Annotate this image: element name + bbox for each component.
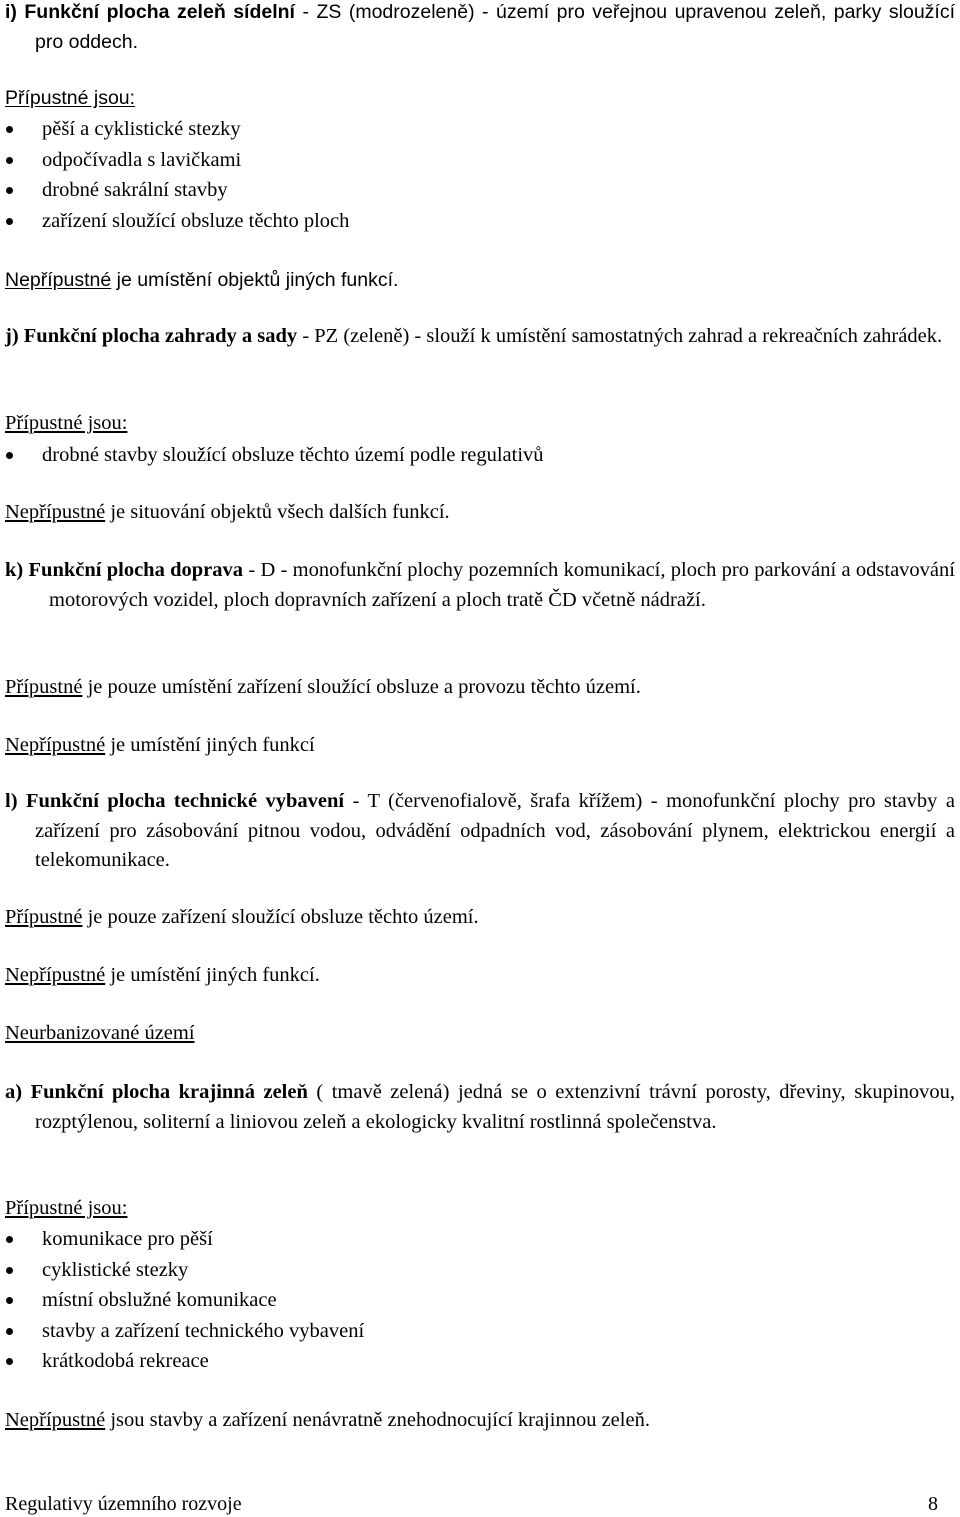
list-item: cyklistické stezky <box>5 1255 955 1286</box>
section-l-label: l) Funkční plocha technické vybavení <box>5 790 345 812</box>
section-j-forbidden-label: Nepřípustné <box>5 501 106 523</box>
section-j-forbidden <box>5 498 955 528</box>
section-j-label: j) Funkční plocha zahrady a sady <box>5 325 298 347</box>
section-a-label: a) Funkční plocha krajinná zeleň <box>5 1081 308 1103</box>
page-number: 8 <box>928 1493 938 1515</box>
list-item: místní obslužné komunikace <box>5 1285 955 1316</box>
section-k-allowed <box>5 673 955 703</box>
section-j-text: - PZ (zeleně) - slouží k umístění samostatných zahrad a rekreačních zahrádek. <box>297 325 943 347</box>
list-item: odpočívadla s lavičkami <box>5 145 955 176</box>
section-k-forbidden-text: je umístění jiných funkcí <box>105 734 315 756</box>
section-l-allowed <box>5 903 955 933</box>
section-a-allowed-list <box>5 1224 955 1377</box>
section-a-forbidden-label: Nepřípustné <box>5 1409 106 1431</box>
section-l-allowed-label: Přípustné <box>5 906 83 928</box>
section-l-text: - T (červenofialově, šrafa křížem) - monofunkční plochy pro stavby a zařízení pro zásobování pitnou vodou, odvádění odpadních vod, zásobování plynem, elektrickou energií a telekomunikace. <box>35 790 955 871</box>
section-i-heading <box>5 0 955 57</box>
section-l-allowed-text: je pouze zařízení sloužící obsluze těchto území. <box>82 906 479 928</box>
section-a-text: ( tmavě zelená) jedná se o extenzivní trávní porosty, dřeviny, skupinovou, rozptýlenou, soliterní a liniovou zeleň a ekologicky kvalitní rostlinná společenstva. <box>35 1081 955 1133</box>
footer-title: Regulativy územního rozvoje <box>5 1493 242 1515</box>
section-k-allowed-text: je pouze umístění zařízení sloužící obsluze a provozu těchto území. <box>82 676 641 698</box>
section-i-forbidden <box>5 266 955 296</box>
list-item: krátkodobá rekreace <box>5 1346 955 1377</box>
section-i-forbidden-label: Nepřípustné <box>5 269 112 291</box>
page-footer <box>5 1492 938 1516</box>
section-k-label: k) Funkční plocha doprava <box>5 559 244 581</box>
section-j-heading <box>5 322 955 352</box>
section-l-forbidden-label: Nepřípustné <box>5 964 106 986</box>
list-item: zařízení sloužící obsluze těchto ploch <box>5 206 955 237</box>
neurban-heading: Neurbanizované území <box>5 1022 195 1044</box>
section-a-allowed-label: Přípustné jsou: <box>5 1197 128 1219</box>
section-i-allowed-label: Přípustné jsou: <box>5 87 136 109</box>
section-l-forbidden <box>5 961 955 991</box>
section-a-forbidden-text: jsou stavby a zařízení nenávratně znehodnocující krajinnou zeleň. <box>105 1409 650 1431</box>
section-i-label: i) Funkční plocha zeleň sídelní <box>5 1 295 23</box>
section-l-forbidden-text: je umístění jiných funkcí. <box>105 964 320 986</box>
list-item: stavby a zařízení technického vybavení <box>5 1316 955 1347</box>
section-i-text: - ZS (modrozeleně) - území pro veřejnou upravenou zeleň, parky sloužící pro oddech. <box>35 1 955 53</box>
list-item: komunikace pro pěší <box>5 1224 955 1255</box>
section-k-forbidden <box>5 731 955 761</box>
section-i-allowed-list <box>5 114 955 236</box>
section-i-forbidden-text: je umístění objektů jiných funkcí. <box>111 269 399 291</box>
list-item: drobné sakrální stavby <box>5 175 955 206</box>
section-k-heading <box>5 556 955 615</box>
section-k-forbidden-label: Nepřípustné <box>5 734 106 756</box>
section-l-heading <box>5 787 955 876</box>
list-item: pěší a cyklistické stezky <box>5 114 955 145</box>
list-item: drobné stavby sloužící obsluze těchto území podle regulativů <box>5 440 955 471</box>
section-a-forbidden <box>5 1406 955 1436</box>
section-j-allowed-list <box>5 440 955 471</box>
section-j-allowed-label: Přípustné jsou: <box>5 412 128 434</box>
section-j-forbidden-text: je situování objektů všech dalších funkcí. <box>105 501 450 523</box>
section-k-text: - D - monofunkční plochy pozemních komunikací, ploch pro parkování a odstavování motorových vozidel, ploch dopravních zařízení a ploch tratě ČD včetně nádraží. <box>49 559 955 611</box>
section-a-heading <box>5 1078 955 1137</box>
section-k-allowed-label: Přípustné <box>5 676 83 698</box>
